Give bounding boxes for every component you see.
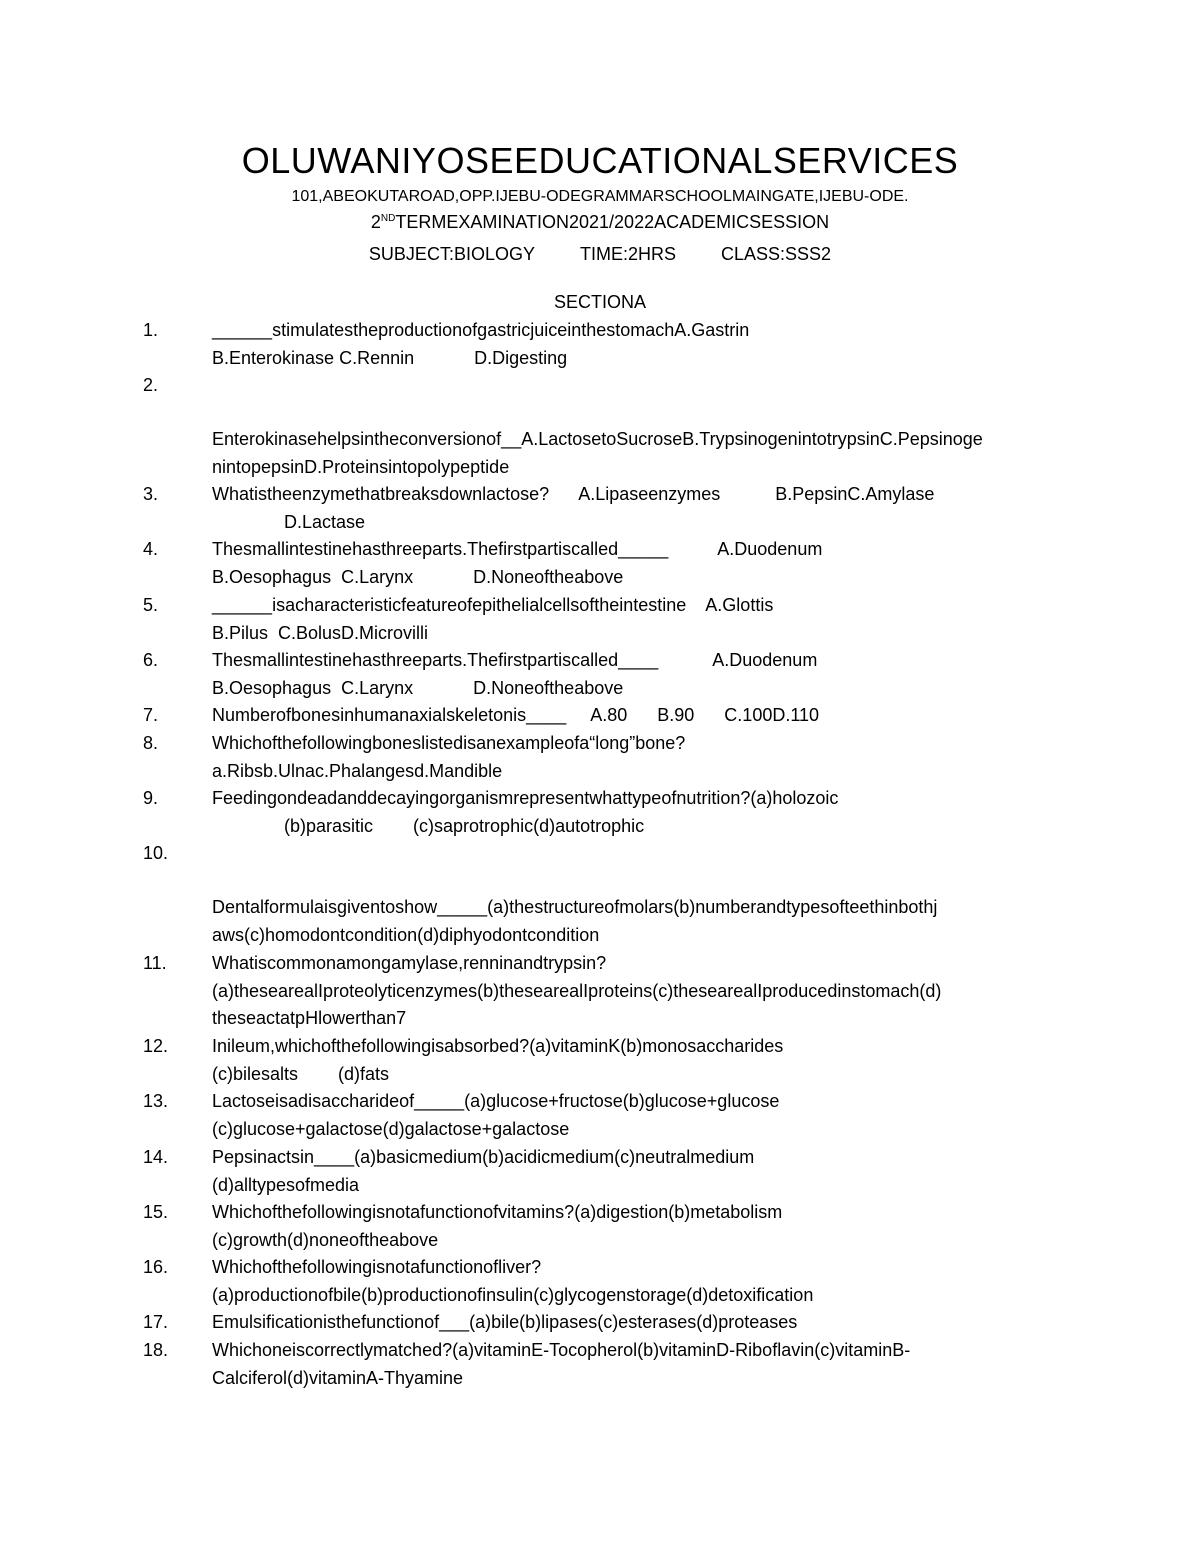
question-number: 3. bbox=[143, 484, 159, 504]
question-text-line: Numberofbonesinhumanaxialskeletonis____ A.80 B.90 C.100D.110 bbox=[212, 705, 820, 725]
term-prefix: 2 bbox=[370, 212, 381, 232]
question-text-line: Pepsinactsin____(a)basicmedium(b)acidicmedium(c)neutralmedium bbox=[212, 1147, 755, 1167]
question-text-line: B.Enterokinase C.Rennin D.Digesting bbox=[212, 347, 568, 368]
question-text-line: (c)growth(d)noneoftheabove bbox=[212, 1229, 439, 1250]
question-text-line: B.Oesophagus C.Larynx D.Noneoftheabove bbox=[212, 566, 624, 587]
question-text-line: Emulsificationisthefunctionof___(a)bile(b)lipases(c)esterases(d)proteases bbox=[212, 1312, 798, 1332]
question-text-line: B.Pilus C.BolusD.Microvilli bbox=[212, 622, 429, 643]
question-text-line: Lactoseisadisaccharideof_____(a)glucose+fructose(b)glucose+glucose bbox=[212, 1091, 780, 1111]
question-text-line: D.Lactase bbox=[284, 511, 366, 532]
question-text-line: (a)thesearealIproteolyticenzymes(b)thesearealIproteins(c)thesearealIproducedinstomach(d) bbox=[212, 980, 942, 1001]
class-label: CLASS:SSS2 bbox=[721, 244, 832, 264]
question-text-line: (c)glucose+galactose(d)galactose+galactose bbox=[212, 1118, 570, 1139]
question-text-line: Calciferol(d)vitaminA-Thyamine bbox=[212, 1367, 464, 1388]
question-number: 14. bbox=[143, 1147, 169, 1167]
term-rest: TERMEXAMINATION2021/2022ACADEMICSESSION bbox=[395, 212, 830, 232]
question-number: 11. bbox=[143, 953, 167, 973]
question-text-line: Thesmallintestinehasthreeparts.Thefirstpartiscalled_____ A.Duodenum bbox=[212, 539, 823, 559]
question-text-line: a.Ribsb.Ulnac.Phalangesd.Mandible bbox=[212, 760, 503, 781]
question-text-line: Thesmallintestinehasthreeparts.Thefirstpartiscalled____ A.Duodenum bbox=[212, 650, 818, 670]
question-number: 9. bbox=[143, 788, 159, 808]
question-text-line: nintopepsinD.Proteinsintopolypeptide bbox=[212, 456, 510, 477]
question-number: 13. bbox=[143, 1091, 169, 1111]
question-text-line: Whichofthefollowingisnotafunctionofvitamins?(a)digestion(b)metabolism bbox=[212, 1202, 783, 1222]
exam-term bbox=[0, 212, 1200, 233]
question-text-line: ______isacharacteristicfeatureofepithelialcellsoftheintestine A.Glottis bbox=[212, 595, 774, 615]
question-text-line: aws(c)homodontcondition(d)diphyodontcondition bbox=[212, 924, 600, 945]
school-name: OLUWANIYOSEEDUCATIONALSERVICES bbox=[241, 140, 959, 181]
time-label: TIME:2HRS bbox=[579, 244, 676, 264]
question-text-line: B.Oesophagus C.Larynx D.Noneoftheabove bbox=[212, 677, 624, 698]
question-text-line: theseactatpHlowerthan7 bbox=[212, 1008, 407, 1028]
question-text-line: (d)alltypesofmedia bbox=[212, 1174, 360, 1195]
question-number: 7. bbox=[143, 705, 159, 725]
question-number: 17. bbox=[143, 1312, 169, 1332]
question-number: 2. bbox=[143, 375, 159, 395]
question-text-line: (a)productionofbile(b)productionofinsulin(c)glycogenstorage(d)detoxification bbox=[212, 1284, 814, 1305]
question-text-line: Feedingondeadanddecayingorganismrepresentwhattypeofnutrition?(a)holozoic bbox=[212, 788, 839, 808]
question-number: 6. bbox=[143, 650, 159, 670]
question-number: 4. bbox=[143, 539, 159, 559]
question-number: 18. bbox=[143, 1340, 169, 1360]
question-text-line: Whatistheenzymethatbreaksdownlactose? A.Lipaseenzymes B.PepsinC.Amylase bbox=[212, 484, 935, 504]
subject-label: SUBJECT:BIOLOGY bbox=[368, 244, 535, 264]
question-text-line: (c)bilesalts (d)fats bbox=[212, 1063, 390, 1084]
school-address: 101,ABEOKUTAROAD,OPP.IJEBU-ODEGRAMMARSCHOOLMAINGATE,IJEBU-ODE. bbox=[291, 188, 909, 205]
exam-meta bbox=[0, 244, 1200, 265]
question-number: 16. bbox=[143, 1257, 169, 1277]
question-number: 8. bbox=[143, 733, 159, 753]
question-text-line: Whichofthefollowingboneslistedisanexampleofa“long”bone? bbox=[212, 733, 686, 753]
question-text-line: Enterokinasehelpsintheconversionof__A.LactosetoSucroseB.TrypsinogenintotrypsinC.Pepsinoge bbox=[212, 429, 983, 449]
question-text-line: (b)parasitic (c)saprotrophic(d)autotrophic bbox=[284, 815, 645, 836]
question-text-line: Inileum,whichofthefollowingisabsorbed?(a)vitaminK(b)monosaccharides bbox=[212, 1036, 784, 1056]
question-text-line: ______stimulatestheproductionofgastricjuiceinthestomachA.Gastrin bbox=[212, 320, 750, 340]
section-title: SECTIONA bbox=[553, 292, 646, 312]
question-number: 5. bbox=[143, 595, 159, 615]
question-text-line: Whatiscommonamongamylase,renninandtrypsin? bbox=[212, 953, 607, 973]
question-number: 15. bbox=[143, 1202, 169, 1222]
question-text-line: Whichoneiscorrectlymatched?(a)vitaminE-Tocopherol(b)vitaminD-Riboflavin(c)vitaminB- bbox=[212, 1340, 911, 1360]
question-text-line: Dentalformulaisgiventoshow_____(a)thestructureofmolars(b)numberandtypesofteethinbothj bbox=[212, 897, 938, 917]
term-superscript: ND bbox=[380, 213, 396, 224]
question-number: 1. bbox=[143, 320, 159, 340]
question-number: 12. bbox=[143, 1036, 169, 1056]
question-number: 10. bbox=[143, 843, 169, 863]
question-text-line: Whichofthefollowingisnotafunctionofliver? bbox=[212, 1257, 542, 1277]
